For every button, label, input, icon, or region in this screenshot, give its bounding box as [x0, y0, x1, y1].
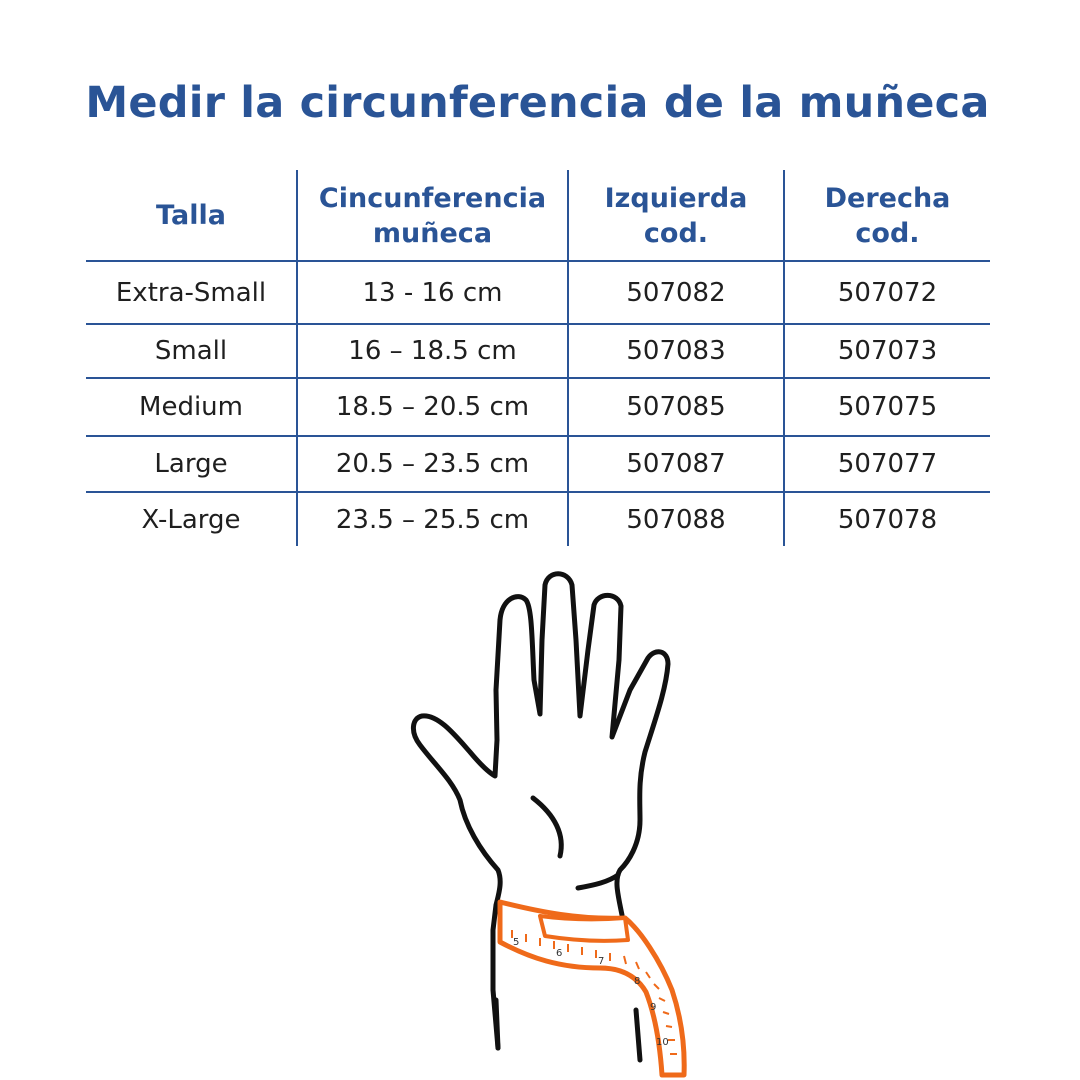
hand-outline	[413, 574, 668, 1060]
size-table	[86, 170, 990, 546]
table-cell-right-code: 507075	[837, 392, 938, 422]
table-cell-size: Small	[154, 336, 228, 366]
table-cell-right-code: 507078	[837, 504, 938, 535]
measuring-tape	[500, 902, 684, 1075]
table-cell-right-code: 507077	[837, 449, 938, 479]
table-cell-right-code: 507073	[837, 336, 938, 366]
header-circunferencia: Cincunferencia muñeca	[318, 182, 547, 249]
tape-number: 5	[513, 937, 520, 948]
table-cell-circumference: 13 - 16 cm	[362, 277, 503, 308]
page-title: Medir la circunferencia de la muñeca	[85, 78, 990, 128]
header-talla: Talla	[156, 200, 226, 231]
table-cell-right-code: 507072	[837, 277, 938, 308]
table-cell-left-code: 507082	[626, 277, 726, 308]
tape-number: 10	[656, 1037, 669, 1048]
table-cell-size: X-Large	[141, 504, 241, 535]
table-cell-circumference: 18.5 – 20.5 cm	[335, 392, 530, 422]
tape-number: 9	[650, 1002, 657, 1013]
table-cell-left-code: 507083	[626, 336, 726, 366]
table-cell-left-code: 507088	[626, 504, 726, 535]
table-cell-circumference: 20.5 – 23.5 cm	[335, 449, 530, 479]
tape-number: 7	[598, 956, 605, 967]
tape-number: 8	[634, 976, 641, 987]
table-cell-left-code: 507085	[626, 392, 726, 422]
header-izquierda: Izquierda cod.	[604, 182, 748, 249]
table-cell-size: Medium	[139, 392, 243, 422]
hand-with-measuring-tape-icon	[400, 560, 700, 1080]
table-cell-size: Extra-Small	[115, 277, 267, 308]
table-cell-size: Large	[154, 449, 228, 479]
header-derecha: Derecha cod.	[824, 182, 951, 249]
table-cell-left-code: 507087	[626, 449, 726, 479]
tape-number: 6	[556, 948, 563, 959]
table-cell-circumference: 16 – 18.5 cm	[348, 336, 517, 366]
table-cell-circumference: 23.5 – 25.5 cm	[335, 504, 530, 535]
